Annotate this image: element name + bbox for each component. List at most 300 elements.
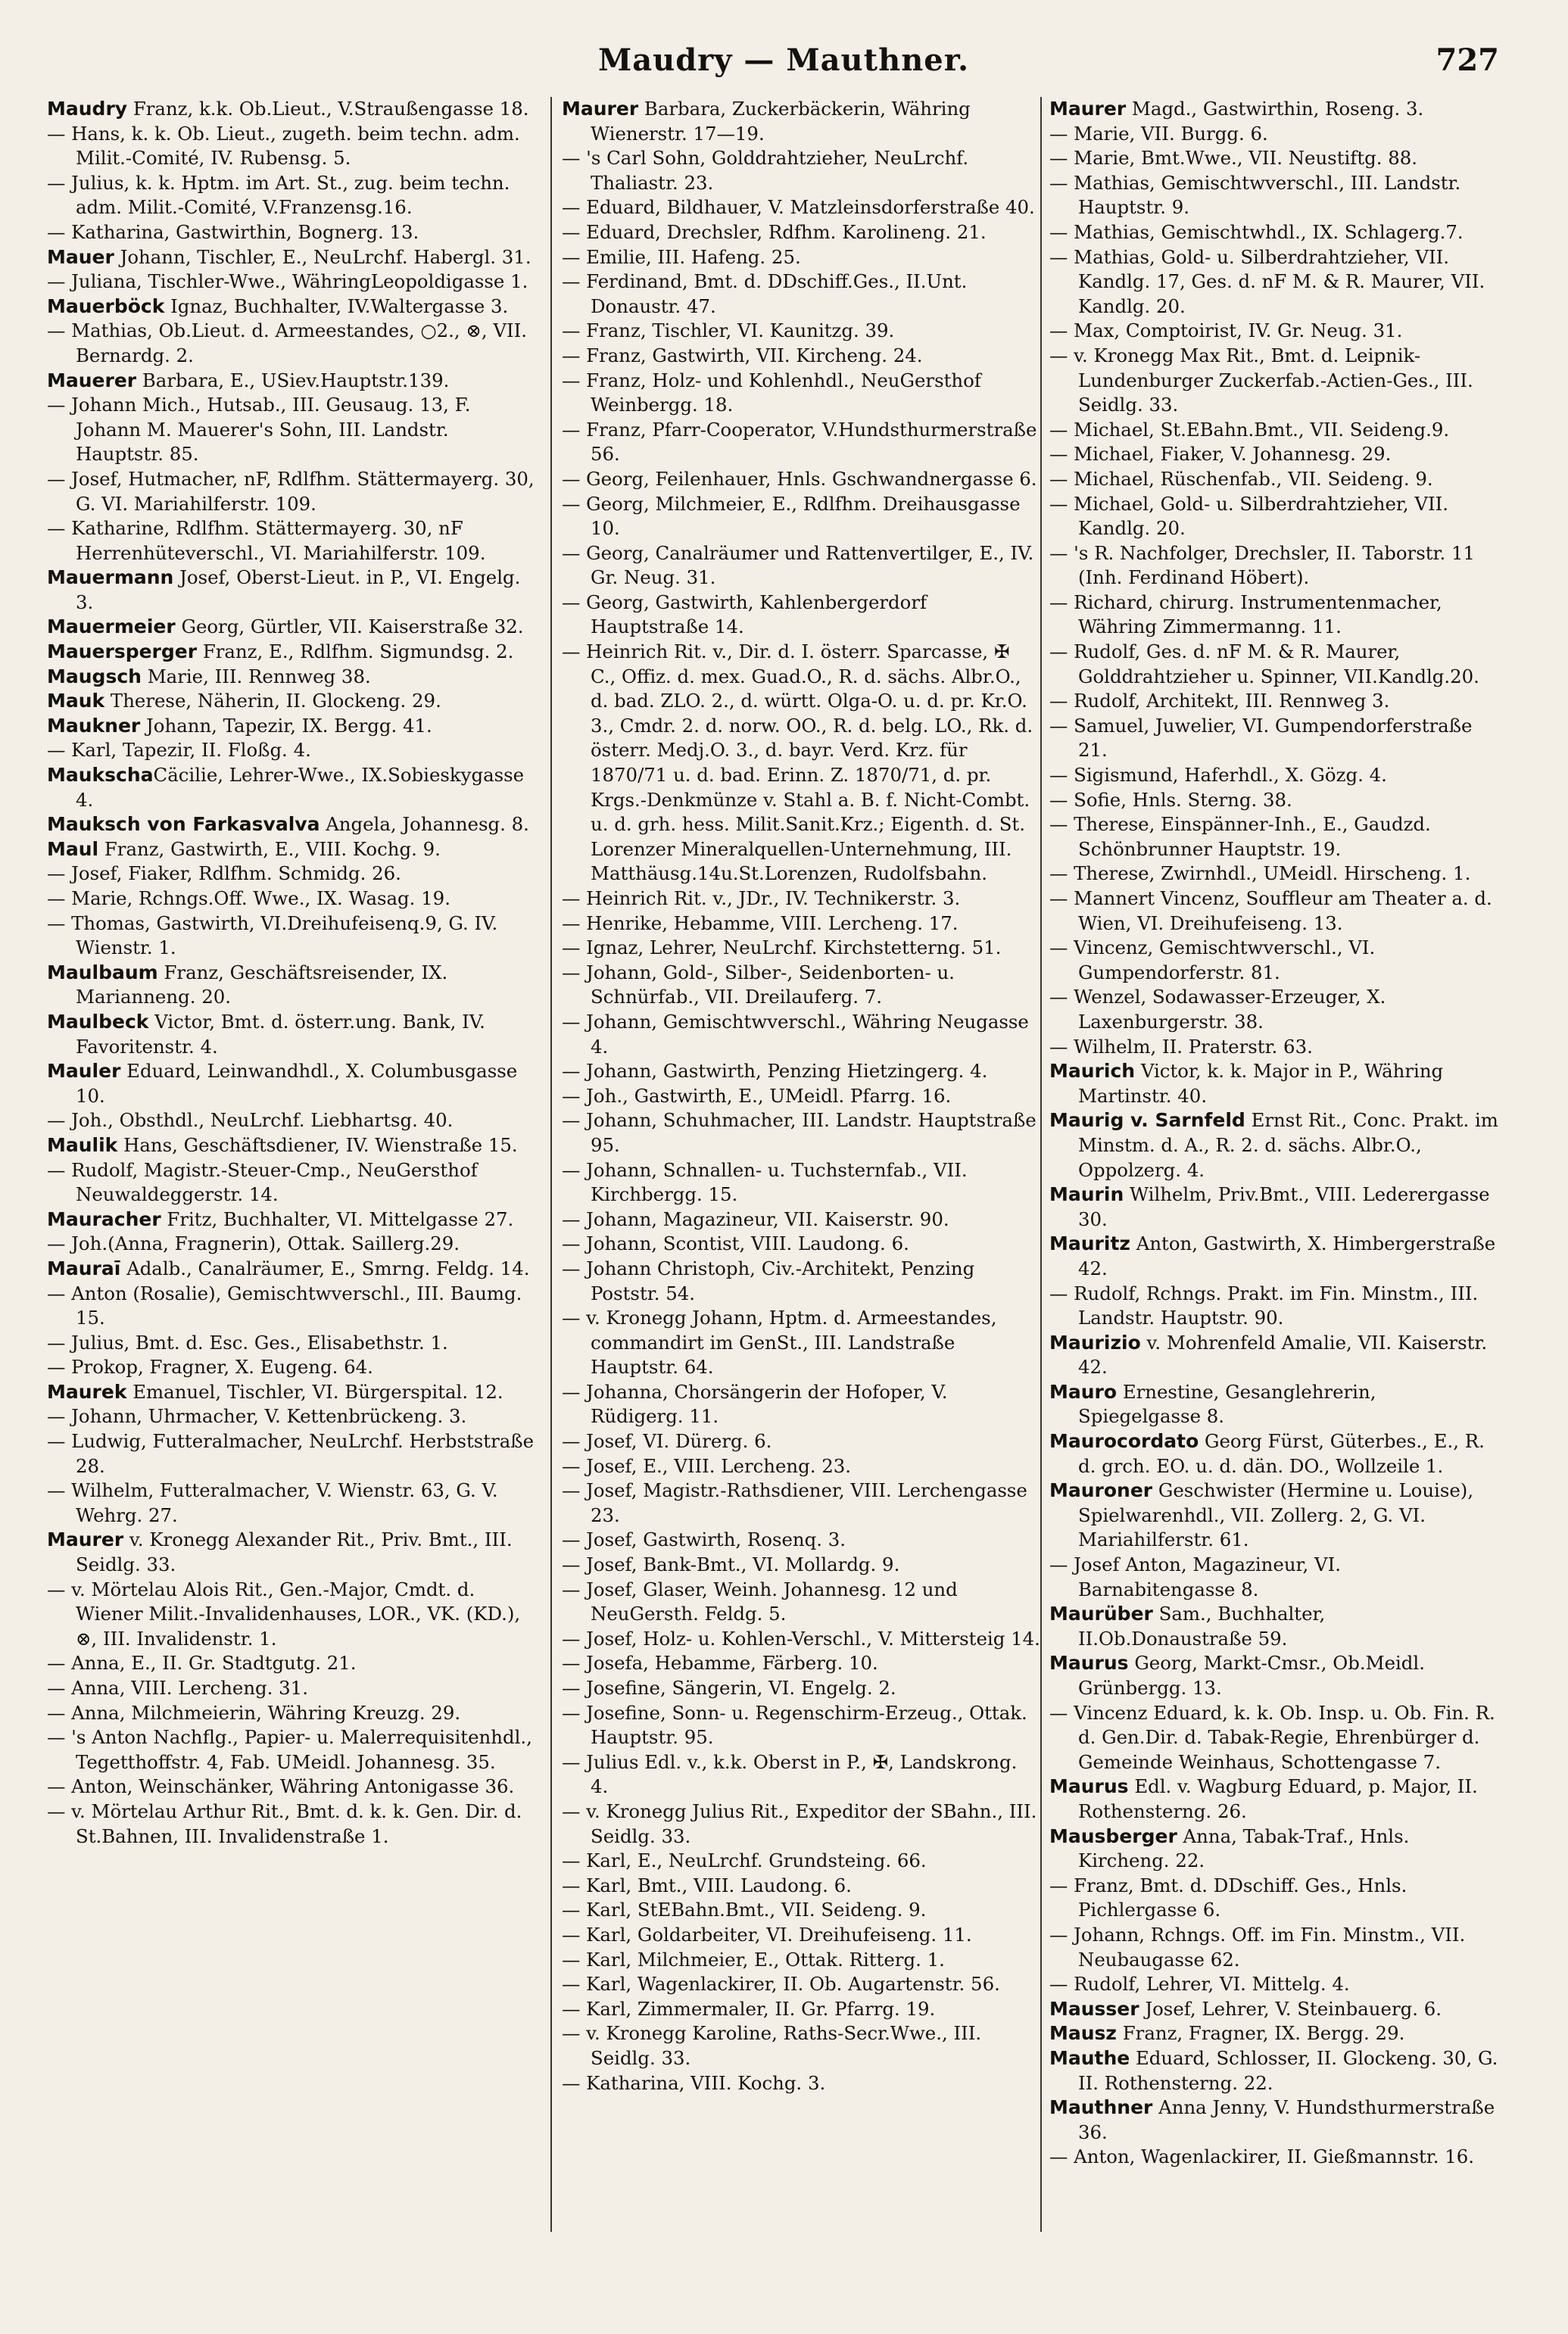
entry-text: — Georg, Gastwirth, Kahlenbergerdorf Hauptstraße 14.: [562, 591, 927, 638]
entry-text: — Karl, Bmt., VIII. Laudong. 6.: [562, 1874, 852, 1896]
entry-text: — Anton, Wagenlackirer, II. Gießmannstr. 16.: [1049, 2145, 1475, 2168]
directory-entry: [562, 146, 1040, 195]
entry-text: — Josef, Bank-Bmt., VI. Mollardg. 9.: [562, 1553, 900, 1576]
directory-entry: [1049, 492, 1504, 541]
entry-surname: Maulik: [47, 1133, 118, 1156]
directory-entry: [1049, 2021, 1504, 2046]
entry-text: — Johann Mich., Hutsab., III. Geusaug. 13, F. Johann M. Mauerer's Sohn, III. Landstr. Hauptstr. 85.: [47, 394, 471, 466]
entry-text: — 's Anton Nachflg., Papier- u. Malerrequisitenhdl., Tegetthoffstr. 4, Fab. UMeidl. Johannesg. 35.: [47, 1726, 532, 1773]
entry-text: — Juliana, Tischler-Wwe., WähringLeopoldigasse 1.: [47, 270, 528, 293]
entry-text: — Johann, Schuhmacher, III. Landstr. Hauptstraße 95.: [562, 1109, 1037, 1156]
entry-text: Emanuel, Tischler, VI. Bürgerspital. 12.: [126, 1380, 503, 1403]
directory-entry: [1049, 936, 1504, 985]
entry-surname: Mauerböck: [47, 294, 165, 317]
directory-entry: [47, 1479, 538, 1528]
entry-surname: Mauksch von Farkasvalva: [47, 813, 320, 836]
entry-surname: Mausberger: [1049, 1825, 1177, 1847]
entry-text: — Hans, k. k. Ob. Lieut., zugeth. beim techn. adm. Milit.-Comité, IV. Rubensg. 5.: [47, 122, 520, 170]
entry-text: Marie, III. Rennweg 38.: [141, 665, 371, 687]
entry-text: Franz, Geschäftsreisender, IX. Marianneng. 20.: [76, 961, 448, 1008]
entry-text: Adalb., Canalräumer, E., Smrng. Feldg. 14.: [120, 1257, 530, 1279]
directory-entry: [47, 1010, 538, 1059]
directory-entry: [1049, 467, 1504, 492]
entry-text: — Mathias, Gemischtwverschl., III. Landstr. Hauptstr. 9.: [1049, 171, 1461, 219]
directory-entry: [562, 936, 1040, 961]
directory-entry: [1049, 1108, 1504, 1183]
entry-text: Franz, Fragner, IX. Bergg. 29.: [1116, 2022, 1405, 2045]
entry-text: — Heinrich Rit. v., Dir. d. I. österr. Sparcasse, ✠ C., Offiz. d. mex. Guad.O., R. d. sächs. Albr.O., d. bad. ZLO. 2., d. württ. Olga-O. u. d. pr. Kr.O. 3., Cmdr. 2. d. norw. OO., R. d. belg. LO., Rk. d. österr. Medj.O. 3., d. bayr. Verd. Krz. für 1870/71 u. d. bad. Erinn. Z. 1870/71, d. pr. Krgs.-Denkmünze v. Stahl a. B. f. Nicht-Combt. u. d. grh. hess. Milit.Sanit.Krz.; Eigenth. d. St. Lorenzer Mineralquellen-Unternehmung, III. Matthäusg.14u.St.Lorenzen, Rudolfsbahn.: [562, 640, 1033, 885]
directory-entry: [47, 294, 538, 319]
directory-entry: [47, 1355, 538, 1380]
entry-text: — Therese, Zwirnhdl., UMeidl. Hirscheng. 1.: [1049, 862, 1471, 885]
entry-text: — Johann, Uhrmacher, V. Kettenbrückeng. 3.: [47, 1405, 467, 1428]
directory-entry: [1049, 1232, 1504, 1281]
column-middle: [562, 97, 1040, 2096]
entry-text: Edl. v. Wagburg Eduard, p. Major, II. Rothensterng. 26.: [1078, 1775, 1478, 1822]
directory-entry: [47, 665, 538, 690]
entry-surname: Mausz: [1049, 2022, 1117, 2045]
entry-text: — Josefine, Sängerin, VI. Engelg. 2.: [562, 1677, 896, 1699]
directory-entry: [47, 1331, 538, 1356]
entry-text: Ernestine, Gesanglehrerin, Spiegelgasse 8.: [1078, 1380, 1376, 1428]
directory-entry: [1049, 122, 1504, 147]
directory-entry: [47, 122, 538, 171]
entry-text: — Anna, VIII. Lercheng. 31.: [47, 1677, 308, 1699]
column-left: [47, 97, 538, 1849]
directory-entry: [562, 245, 1040, 270]
directory-entry: [47, 738, 538, 763]
page-number: 727: [1436, 42, 1499, 78]
entry-text: Eduard, Leinwandhdl., X. Columbusgasse 10.: [76, 1060, 518, 1107]
entry-text: — 's R. Nachfolger, Drechsler, II. Taborstr. 11 (Inh. Ferdinand Höbert).: [1049, 541, 1476, 589]
directory-entry: [1049, 171, 1504, 220]
entry-surname: Maudry: [47, 98, 128, 120]
entry-text: Sam., Buchhalter, II.Ob.Donaustraße 59.: [1078, 1603, 1326, 1650]
directory-entry: [47, 1528, 538, 1577]
directory-entry: [562, 2071, 1040, 2096]
entry-text: — Eduard, Bildhauer, V. Matzleinsdorferstraße 40.: [562, 196, 1035, 219]
directory-entry: [47, 319, 538, 368]
entry-text: — Sofie, Hnls. Sterng. 38.: [1049, 788, 1292, 811]
entry-text: — Anton, Weinschänker, Währing Antonigasse 36.: [47, 1775, 515, 1798]
entry-text: — Josef, Holz- u. Kohlen-Verschl., V. Mittersteig 14.: [562, 1627, 1040, 1650]
entry-text: — Joh., Gastwirth, E., UMeidl. Pfarrg. 16.: [562, 1084, 952, 1107]
entry-text: — Josef Anton, Magazineur, VI. Barnabitengasse 8.: [1049, 1553, 1342, 1600]
entry-text: — Marie, Bmt.Wwe., VII. Neustiftg. 88.: [1049, 147, 1418, 170]
directory-entry: [562, 591, 1040, 640]
directory-entry: [1049, 1923, 1504, 1972]
directory-entry: [47, 1775, 538, 1800]
entry-text: Barbara, E., USiev.Hauptstr.139.: [136, 369, 450, 391]
entry-text: — Thomas, Gastwirth, VI.Dreihufeisenq.9, G. IV. Wienstr. 1.: [47, 911, 498, 959]
entry-text: — Joh.(Anna, Fragnerin), Ottak. Saillerg.29.: [47, 1232, 460, 1255]
entry-text: — Franz, Holz- und Kohlenhdl., NeuGersthof Weinbergg. 18.: [562, 369, 981, 416]
directory-entry: [1049, 146, 1504, 171]
directory-entry: [562, 1627, 1040, 1652]
entry-text: — Rudolf, Lehrer, VI. Mittelg. 4.: [1049, 1973, 1350, 1996]
entry-text: — Karl, Wagenlackirer, II. Ob. Augartenstr. 56.: [562, 1973, 1000, 1996]
directory-entry: [47, 1578, 538, 1652]
entry-surname: Mauthe: [1049, 2046, 1130, 2069]
directory-entry: [562, 640, 1040, 887]
entry-text: Ignaz, Buchhalter, IV.Waltergasse 3.: [164, 294, 509, 317]
directory-entry: [1049, 1997, 1504, 2022]
entry-text: — Vincenz, Gemischtwverschl., VI. Gumpendorferstr. 81.: [1049, 936, 1376, 983]
directory-entry: [47, 911, 538, 961]
column-divider: [1040, 97, 1042, 2232]
entry-text: — Johann, Gastwirth, Penzing Hietzingerg. 4.: [562, 1060, 988, 1083]
directory-entry: [47, 689, 538, 714]
entry-text: — Karl, StEBahn.Bmt., VII. Seideng. 9.: [562, 1899, 927, 1921]
entry-text: Franz, Gastwirth, E., VIII. Kochg. 9.: [98, 837, 441, 860]
entry-text: — Julius Edl. v., k.k. Oberst in P., ✠, Landskrong. 4.: [562, 1750, 1018, 1798]
entry-text: — Anna, E., II. Gr. Stadtgutg. 21.: [47, 1652, 357, 1675]
entry-text: — Josef, Gastwirth, Rosenq. 3.: [562, 1528, 846, 1551]
entry-text: Therese, Näherin, II. Glockeng. 29.: [104, 690, 441, 712]
entry-text: Magd., Gastwirthin, Roseng. 3.: [1126, 98, 1424, 120]
entry-text: — Franz, Gastwirth, VII. Kircheng. 24.: [562, 344, 923, 366]
entry-text: — 's Carl Sohn, Golddrahtzieher, NeuLrchf. Thaliastr. 23.: [562, 147, 969, 194]
directory-entry: [562, 1676, 1040, 1701]
entry-surname: Mauerer: [47, 369, 137, 391]
entry-text: — Katharine, Rdlfhm. Stättermayerg. 30, nF Herrenhüteverschl., VI. Mariahilferstr. 109.: [47, 517, 486, 564]
directory-entry: [562, 1059, 1040, 1084]
entry-text: v. Mohrenfeld Amalie, VII. Kaiserstr. 42.: [1078, 1331, 1488, 1379]
entry-text: — Eduard, Drechsler, Rdfhm. Karolineng. 21.: [562, 220, 987, 243]
directory-entry: [47, 714, 538, 739]
entry-text: Geschwister (Hermine u. Louise), Spielwarenhdl., VII. Zollerg. 2, G. VI. Mariahilferstr. 61.: [1078, 1479, 1474, 1551]
entry-text: Eduard, Schlosser, II. Glockeng. 30, G. II. Rothensterng. 22.: [1078, 2046, 1498, 2094]
entry-text: — Ferdinand, Bmt. d. DDschiff.Ges., II.Unt. Donaustr. 47.: [562, 270, 968, 317]
directory-entry: [47, 393, 538, 467]
entry-text: — Wilhelm, II. Praterstr. 63.: [1049, 1035, 1313, 1058]
entry-text: — Karl, Zimmermaler, II. Gr. Pfarrg. 19.: [562, 1997, 936, 2020]
entry-surname: Mauermann: [47, 566, 174, 589]
entry-text: — Rudolf, Magistr.-Steuer-Cmp., NeuGersthof Neuwaldeggerstr. 14.: [47, 1158, 478, 1206]
entry-text: — Max, Comptoirist, IV. Gr. Neug. 31.: [1049, 319, 1403, 342]
directory-entry: [1049, 591, 1504, 640]
entry-text: — Marie, VII. Burgg. 6.: [1049, 122, 1268, 145]
directory-entry: [47, 615, 538, 640]
directory-entry: [1049, 640, 1504, 689]
entry-text: — Johann Christoph, Civ.-Architekt, Penzing Poststr. 54.: [562, 1257, 975, 1304]
entry-surname: Mauthner: [1049, 2096, 1153, 2119]
entry-surname: Maukscha: [47, 764, 154, 787]
entry-text: — Michael, St.EBahn.Bmt., VII. Seideng.9.: [1049, 418, 1450, 441]
entry-text: v. Kronegg Alexander Rit., Priv. Bmt., III. Seidlg. 33.: [76, 1528, 513, 1576]
directory-entry: [562, 1429, 1040, 1454]
directory-entry: [1049, 2145, 1504, 2170]
directory-entry: [562, 1972, 1040, 1997]
entry-text: Wilhelm, Priv.Bmt., VIII. Lederergasse 30.: [1078, 1183, 1490, 1230]
entry-text: — Mannert Vincenz, Souffleur am Theater a. d. Wien, VI. Dreihufeiseng. 13.: [1049, 887, 1492, 934]
directory-entry: [47, 640, 538, 665]
entry-text: — Georg, Feilenhauer, Hnls. Gschwandnergasse 6.: [562, 467, 1037, 490]
directory-entry: [1049, 1380, 1504, 1429]
entry-text: Johann, Tischler, E., NeuLrchf. Habergl. 31.: [114, 245, 531, 268]
directory-entry: [562, 1380, 1040, 1429]
directory-entry: [47, 1651, 538, 1676]
entry-text: — Rudolf, Rchngs. Prakt. im Fin. Minstm., III. Landstr. Hauptstr. 90.: [1049, 1282, 1479, 1329]
directory-entry: [562, 1158, 1040, 1208]
directory-entry: [47, 887, 538, 911]
directory-entry: [47, 1059, 538, 1108]
entry-text: Hans, Geschäftsdiener, IV. Wienstraße 15.: [117, 1133, 518, 1156]
directory-entry: [47, 467, 538, 516]
entry-text: Georg, Markt-Cmsr., Ob.Meidl. Grünbergg. 13.: [1078, 1652, 1425, 1699]
directory-entry: [1049, 220, 1504, 245]
entry-surname: Maurüber: [1049, 1603, 1153, 1625]
entry-surname: Maurizio: [1049, 1331, 1141, 1354]
entry-text: — Wilhelm, Futteralmacher, V. Wienstr. 63, G. V. Wehrg. 27.: [47, 1479, 498, 1526]
directory-entry: [1049, 887, 1504, 936]
entry-surname: Maurich: [1049, 1060, 1136, 1083]
entry-text: — Julius, k. k. Hptm. im Art. St., zug. beim techn. adm. Milit.-Comité, V.Franzensg.16.: [47, 171, 510, 219]
directory-entry: [47, 1158, 538, 1208]
column-right: [1049, 97, 1504, 2170]
directory-entry: [47, 1701, 538, 1726]
entry-text: — Michael, Rüschenfab., VII. Seideng. 9.: [1049, 467, 1433, 490]
directory-entry: [1049, 442, 1504, 467]
directory-entry: [47, 1208, 538, 1232]
directory-entry: [47, 1404, 538, 1429]
directory-entry: [562, 961, 1040, 1010]
entry-text: — Anna, Milchmeierin, Währing Kreuzg. 29.: [47, 1701, 461, 1724]
directory-entry: [562, 1208, 1040, 1232]
entry-text: — Marie, Rchngs.Off. Wwe., IX. Wasag. 19.: [47, 887, 450, 909]
entry-text: — Ludwig, Futteralmacher, NeuLrchf. Herbststraße 28.: [47, 1430, 535, 1477]
entry-surname: Maurer: [562, 98, 639, 120]
directory-entry: [562, 1084, 1040, 1109]
directory-entry: [1049, 1651, 1504, 1700]
directory-entry: [1049, 788, 1504, 813]
entry-text: — Josef, VI. Dürerg. 6.: [562, 1430, 772, 1453]
directory-entry: [1049, 1059, 1504, 1108]
entry-text: Josef, Oberst-Lieut. in P., VI. Engelg. 3.: [76, 566, 521, 613]
entry-text: Johann, Tapezir, IX. Bergg. 41.: [140, 714, 432, 737]
entry-text: — Karl, Milchmeier, E., Ottak. Ritterg. 1.: [562, 1948, 945, 1971]
directory-entry: [562, 492, 1040, 541]
entry-text: Victor, Bmt. d. österr.ung. Bank, IV. Favoritenstr. 4.: [76, 1010, 485, 1058]
entry-surname: Maurig v. Sarnfeld: [1049, 1109, 1245, 1132]
entry-text: — Johann, Gold-, Silber-, Seidenborten- u. Schnürfab., VII. Dreilauferg. 7.: [562, 961, 955, 1008]
entry-surname: Mauer: [47, 245, 114, 268]
directory-entry: [47, 1108, 538, 1133]
directory-entry: [562, 1750, 1040, 1800]
entry-text: — v. Mörtelau Alois Rit., Gen.-Major, Cmdt. d. Wiener Milit.-Invalidenhauses, LOR., VK. (KD.), ⊗, III. Invalidenstr. 1.: [47, 1578, 521, 1650]
directory-entry: [1049, 862, 1504, 887]
directory-entry: [562, 1874, 1040, 1899]
entry-text: — Josef, Fiaker, Rdlfhm. Schmidg. 26.: [47, 862, 401, 885]
directory-entry: [1049, 1429, 1504, 1479]
directory-entry: [47, 1380, 538, 1405]
directory-entry: [1049, 2096, 1504, 2145]
directory-entry: [562, 1528, 1040, 1553]
column-divider: [550, 97, 552, 2232]
entry-surname: Maurer: [1049, 98, 1127, 120]
entry-text: — Michael, Fiaker, V. Johannesg. 29.: [1049, 443, 1392, 466]
entry-text: — Emilie, III. Hafeng. 25.: [562, 245, 801, 268]
directory-entry: [1049, 1553, 1504, 1602]
directory-entry: [47, 1676, 538, 1701]
directory-entry: [1049, 1479, 1504, 1553]
entry-surname: Mauersperger: [47, 640, 198, 663]
directory-entry: [47, 566, 538, 615]
directory-entry: [47, 1800, 538, 1849]
entry-surname: Mauermeier: [47, 615, 176, 638]
entry-text: Angela, Johannesg. 8.: [320, 813, 529, 836]
entry-text: Fritz, Buchhalter, VI. Mittelgasse 27.: [161, 1208, 514, 1230]
directory-entry: [1049, 1825, 1504, 1874]
directory-entry: [47, 245, 538, 270]
entry-text: — Anton (Rosalie), Gemischtwverschl., III. Baumg. 15.: [47, 1282, 522, 1329]
entry-text: — Joh., Obsthdl., NeuLrchf. Liebhartsg. 40.: [47, 1109, 454, 1132]
entry-text: — Johanna, Chorsängerin der Hofoper, V. Rüdigerg. 11.: [562, 1380, 948, 1428]
directory-entry: [1049, 1183, 1504, 1232]
entry-text: — Johann, Scontist, VIII. Laudong. 6.: [562, 1232, 909, 1255]
directory-entry: [562, 1923, 1040, 1948]
directory-entry: [47, 862, 538, 887]
entry-text: — Josef, Glaser, Weinh. Johannesg. 12 und NeuGersth. Feldg. 5.: [562, 1578, 958, 1625]
directory-entry: [562, 2021, 1040, 2071]
directory-entry: [562, 1849, 1040, 1874]
entry-surname: Maulbaum: [47, 961, 158, 983]
directory-entry: [562, 1948, 1040, 1973]
page-header: [61, 42, 1507, 88]
directory-entry: [562, 911, 1040, 936]
directory-entry: [1049, 689, 1504, 714]
entry-text: — Henrike, Hebamme, VIII. Lercheng. 17.: [562, 911, 959, 934]
directory-entry: [1049, 1701, 1504, 1775]
directory-entry: [47, 171, 538, 220]
entry-surname: Maurin: [1049, 1183, 1124, 1206]
directory-entry: [47, 837, 538, 862]
entry-surname: Mauk: [47, 690, 105, 712]
entry-surname: Mauracher: [47, 1208, 161, 1230]
entry-text: — Josef, Hutmacher, nF, Rdlfhm. Stättermayerg. 30, G. VI. Mariahilferstr. 109.: [47, 467, 535, 515]
directory-entry: [562, 1997, 1040, 2022]
directory-entry: [47, 97, 538, 122]
entry-text: — Johann, Rchngs. Off. im Fin. Minstm., VII. Neubaugasse 62.: [1049, 1923, 1466, 1971]
entry-text: — Johann, Magazineur, VII. Kaiserstr. 90.: [562, 1208, 949, 1230]
directory-entry: [1049, 418, 1504, 443]
directory-entry: [1049, 763, 1504, 788]
directory-entry: [562, 1553, 1040, 1578]
directory-entry: [1049, 541, 1504, 591]
directory-entry: [562, 418, 1040, 467]
entry-text: — Josefine, Sonn- u. Regenschirm-Erzeug., Ottak. Hauptstr. 95.: [562, 1701, 1027, 1749]
directory-entry: [1049, 344, 1504, 418]
entry-text: — Josef, Magistr.-Rathsdiener, VIII. Lerchengasse 23.: [562, 1479, 1027, 1526]
directory-entry: [1049, 1331, 1504, 1380]
entry-text: — v. Kronegg Karoline, Raths-Secr.Wwe., III. Seidlg. 33.: [562, 2022, 982, 2069]
entry-text: — Josefa, Hebamme, Färberg. 10.: [562, 1652, 878, 1675]
entry-text: — Heinrich Rit. v., JDr., IV. Technikerstr. 3.: [562, 887, 961, 909]
directory-entry: [47, 270, 538, 294]
entry-surname: Maurus: [1049, 1775, 1129, 1798]
directory-entry: [47, 1429, 538, 1479]
entry-surname: Mauroner: [1049, 1479, 1153, 1502]
entry-surname: Mausser: [1049, 1997, 1139, 2020]
entry-text: Anton, Gastwirth, X. Himbergerstraße 42.: [1078, 1232, 1496, 1279]
entry-text: — Karl, Goldarbeiter, VI. Dreihufeiseng. 11.: [562, 1923, 972, 1946]
entry-text: Anna Jenny, V. Hundsthurmerstraße 36.: [1078, 2096, 1495, 2143]
entry-text: — Karl, Tapezir, II. Floßg. 4.: [47, 739, 311, 762]
directory-entry: [1049, 1874, 1504, 1923]
entry-text: — Karl, E., NeuLrchf. Grundsteing. 66.: [562, 1849, 927, 1872]
directory-entry: [562, 97, 1040, 146]
directory-entry: [562, 1701, 1040, 1750]
entry-text: — Sigismund, Haferhdl., X. Gözg. 4.: [1049, 764, 1387, 787]
entry-text: Victor, k. k. Major in P., Währing Martinstr. 40.: [1078, 1060, 1444, 1107]
entry-surname: Maugsch: [47, 665, 142, 687]
entry-text: — Michael, Gold- u. Silberdrahtzieher, VII. Kandlg. 20.: [1049, 492, 1449, 540]
directory-entry: [562, 319, 1040, 344]
entry-text: — Rudolf, Ges. d. nF M. & R. Maurer, Golddrahtzieher u. Spinner, VII.Kandlg.20.: [1049, 640, 1479, 687]
entry-text: — Prokop, Fragner, X. Eugeng. 64.: [47, 1356, 373, 1379]
entry-text: — Mathias, Gold- u. Silberdrahtzieher, VII. Kandlg. 17, Ges. d. nF M. & R. Maurer, VII. Kandlg. 20.: [1049, 245, 1485, 317]
entry-text: Cäcilie, Lehrer-Wwe., IX.Sobieskygasse 4.: [76, 764, 525, 811]
directory-entry: [562, 1454, 1040, 1479]
entry-text: — Wenzel, Sodawasser-Erzeuger, X. Laxenburgerstr. 38.: [1049, 986, 1386, 1033]
entry-text: — Therese, Einspänner-Inh., E., Gaudzd. Schönbrunner Hauptstr. 19.: [1049, 813, 1431, 860]
directory-entry: [47, 1133, 538, 1158]
entry-surname: Maurus: [1049, 1652, 1129, 1675]
directory-entry: [562, 1108, 1040, 1158]
directory-entry: [562, 1232, 1040, 1257]
entry-text: — v. Kronegg Max Rit., Bmt. d. Leipnik-Lundenburger Zuckerfab.-Actien-Ges., III. Seidlg. 33.: [1049, 344, 1473, 416]
directory-entry: [1049, 714, 1504, 763]
entry-surname: Mauraī: [47, 1257, 121, 1279]
directory-entry: [47, 1257, 538, 1282]
directory-entry: [562, 344, 1040, 369]
entry-text: — Ignaz, Lehrer, NeuLrchf. Kirchstetterng. 51.: [562, 936, 1002, 959]
directory-entry: [562, 369, 1040, 418]
directory-entry: [47, 220, 538, 245]
directory-entry: [1049, 1035, 1504, 1060]
directory-entry: [47, 516, 538, 566]
directory-entry: [1049, 97, 1504, 122]
entry-surname: Maurocordato: [1049, 1430, 1199, 1453]
directory-entry: [47, 1232, 538, 1257]
entry-text: — Vincenz Eduard, k. k. Ob. Insp. u. Ob. Fin. R. d. Gen.Dir. d. Tabak-Regie, Ehrenbürger d. Gemeinde Weinhaus, Schottengasse 7.: [1049, 1701, 1495, 1773]
entry-surname: Mauritz: [1049, 1232, 1130, 1255]
entry-text: — Richard, chirurg. Instrumentenmacher, Währing Zimmermanng. 11.: [1049, 591, 1442, 638]
entry-surname: Maurek: [47, 1380, 127, 1403]
entry-text: — Mathias, Gemischtwhdl., IX. Schlagerg.7.: [1049, 220, 1464, 243]
entry-text: — Johann, Schnallen- u. Tuchsternfab., VII. Kirchbergg. 15.: [562, 1158, 968, 1206]
entry-text: — Mathias, Ob.Lieut. d. Armeestandes, ○2., ⊗, VII. Bernardg. 2.: [47, 319, 528, 366]
directory-entry: [1049, 985, 1504, 1034]
entry-text: — Georg, Canalräumer und Rattenvertilger, E., IV. Gr. Neug. 31.: [562, 541, 1034, 589]
entry-surname: Maukner: [47, 714, 141, 737]
directory-entry: [562, 1010, 1040, 1059]
directory-entry: [47, 763, 538, 812]
entry-text: — Franz, Tischler, VI. Kaunitzg. 39.: [562, 319, 895, 342]
directory-entry: [562, 1578, 1040, 1627]
entry-text: — v. Kronegg Johann, Hptm. d. Armeestandes, commandirt im GenSt., III. Landstraße Hauptstr. 64.: [562, 1307, 997, 1379]
directory-entry: [562, 467, 1040, 492]
entry-text: Anna, Tabak-Traf., Hnls. Kircheng. 22.: [1078, 1825, 1410, 1872]
directory-entry: [562, 220, 1040, 245]
directory-entry: [562, 1257, 1040, 1306]
entry-text: Georg Fürst, Güterbes., E., R. d. grch. EO. u. d. dän. DO., Wollzeile 1.: [1078, 1430, 1485, 1477]
entry-text: Franz, k.k. Ob.Lieut., V.Straußengasse 18.: [127, 98, 529, 120]
entry-text: — Samuel, Juwelier, VI. Gumpendorferstraße 21.: [1049, 714, 1473, 762]
page-title: Maudry — Mauthner.: [597, 42, 970, 78]
entry-text: — Julius, Bmt. d. Esc. Ges., Elisabethstr. 1.: [47, 1331, 448, 1354]
entry-text: — Katharina, Gastwirthin, Bognerg. 13.: [47, 220, 419, 243]
